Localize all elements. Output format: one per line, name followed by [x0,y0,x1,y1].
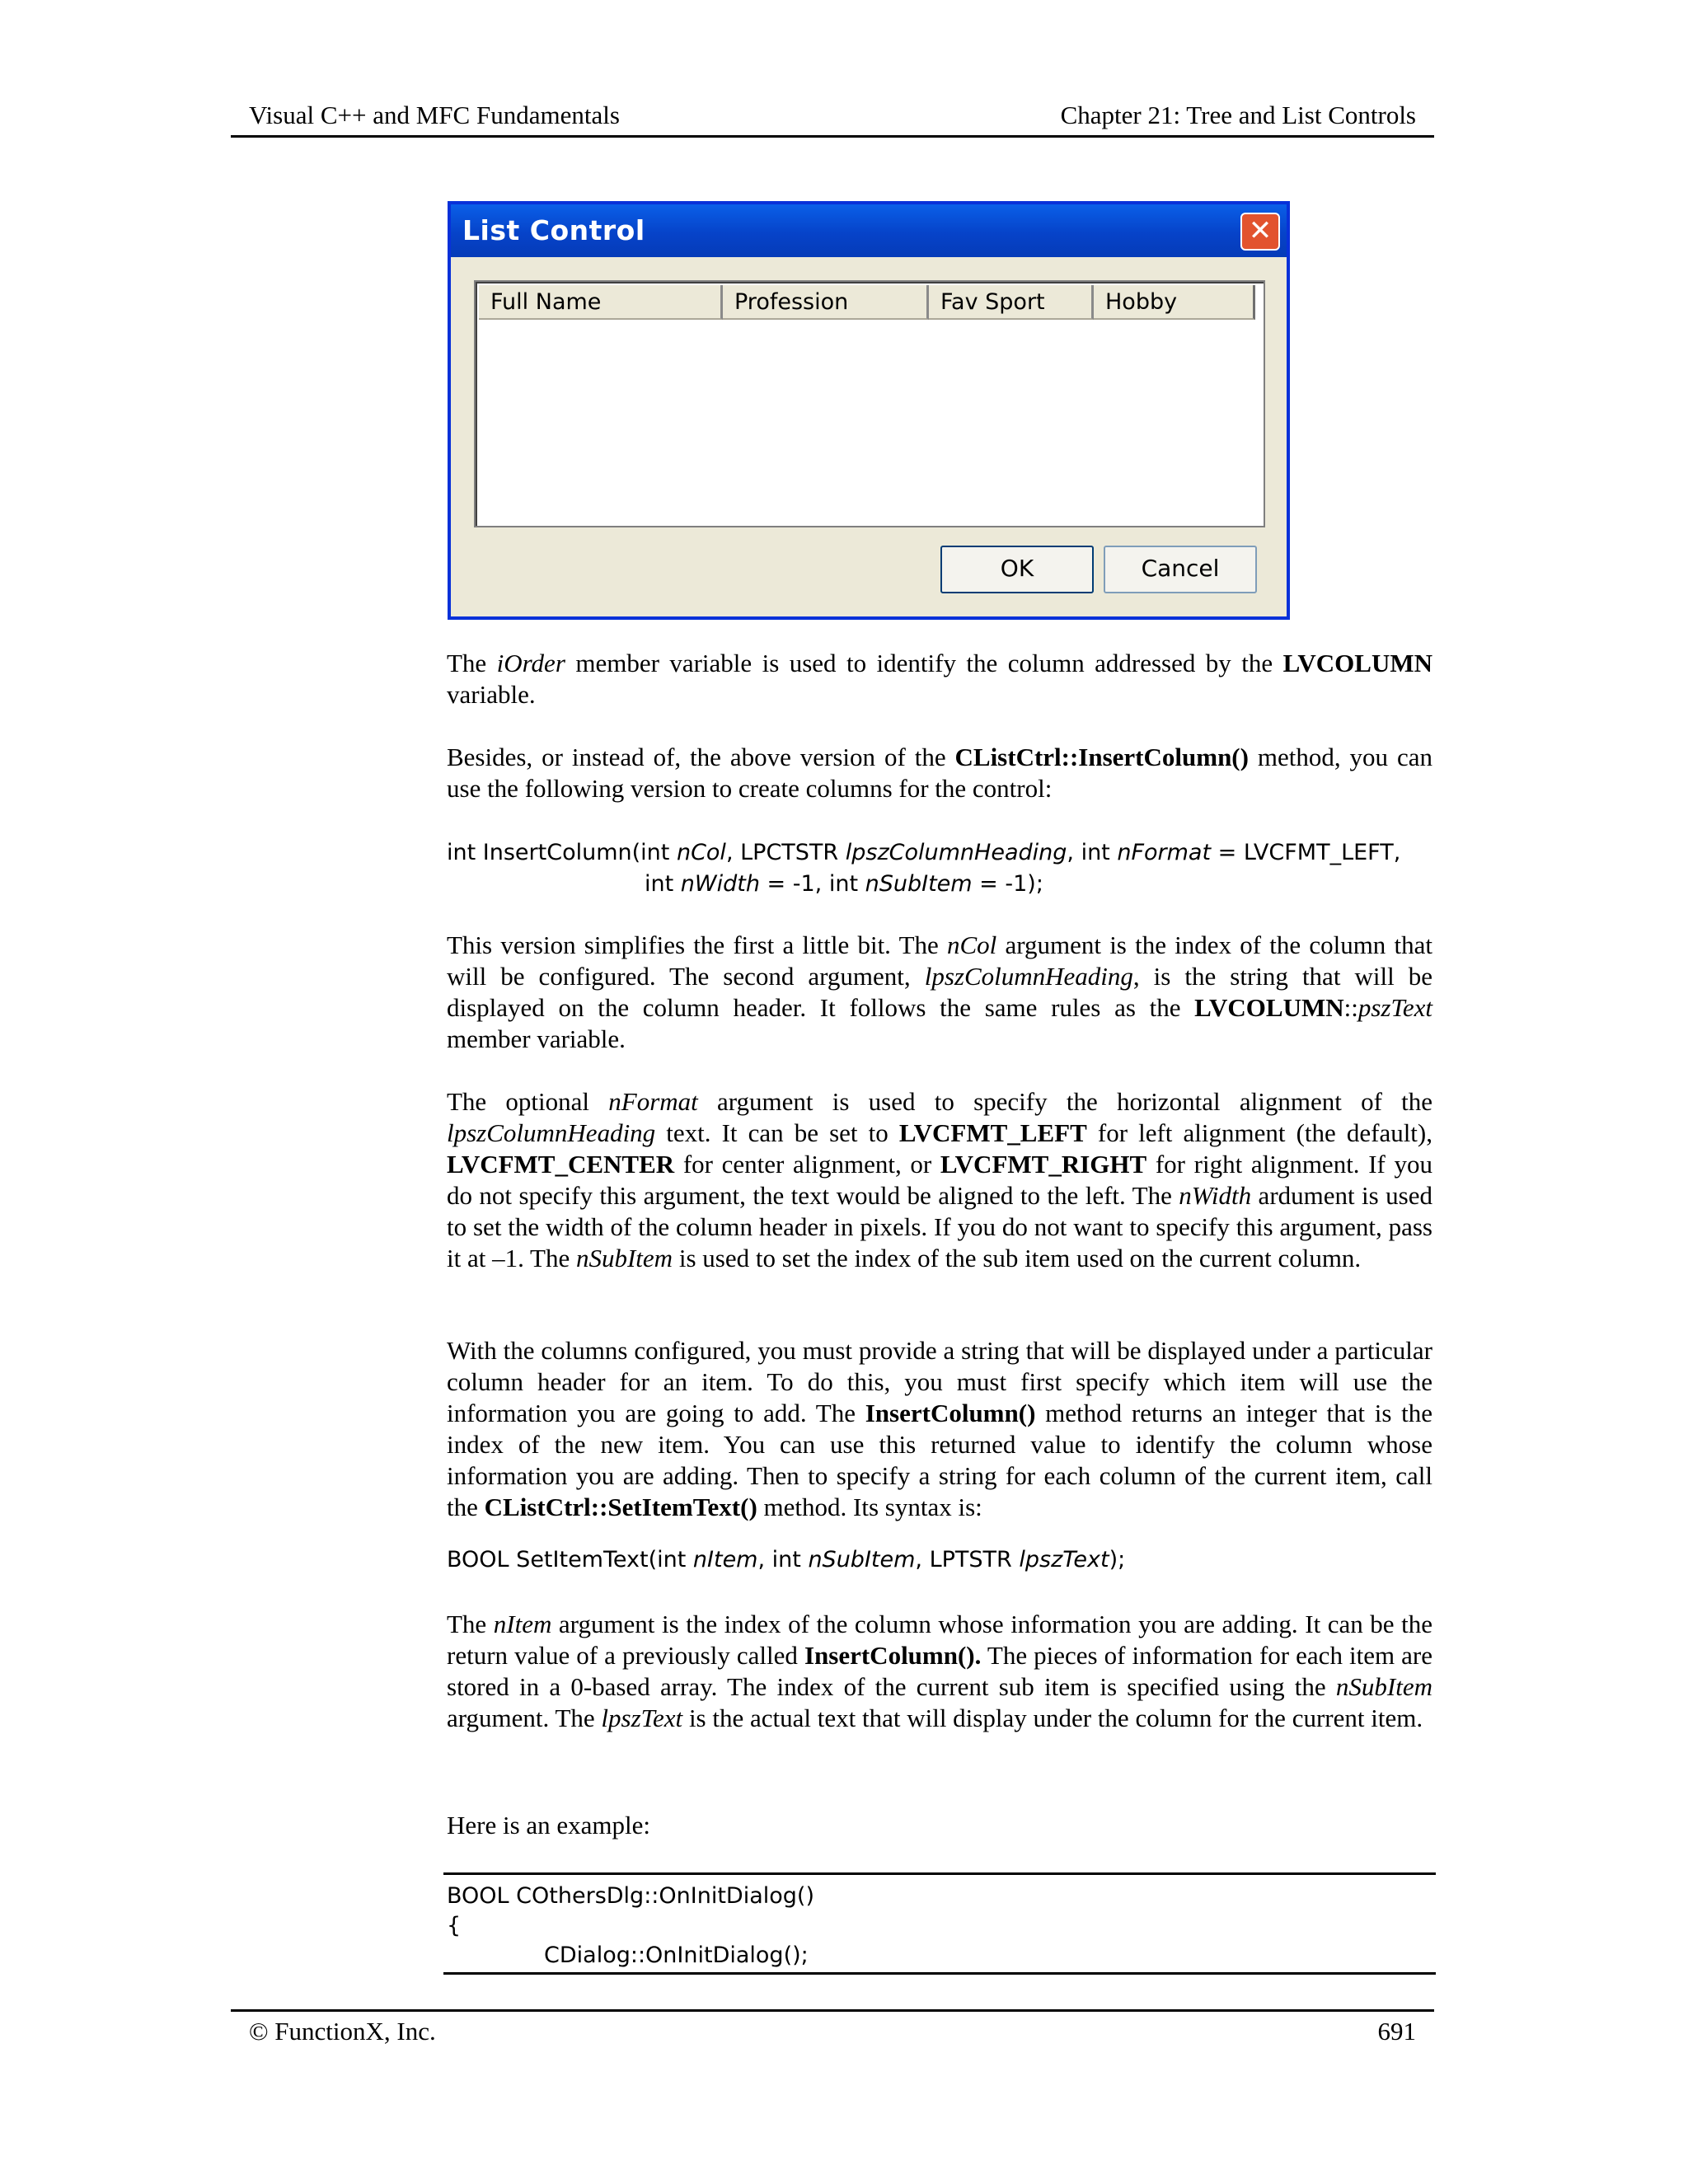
footer-page-number: 691 [1377,2017,1416,2046]
page-header [231,99,1434,138]
ok-button[interactable]: OK [940,546,1094,593]
dialog-title: List Control [462,214,645,246]
column-header-full-name[interactable]: Full Name [479,285,723,320]
code-insertcolumn-line2: int nWidth = -1, int nSubItem = -1); [645,871,1043,897]
paragraph-columns-configured: With the columns configured, you must provide a string that will be displayed under a particular column header for an item. To do this, you must first specify which item will use the information you are going to add. The InsertColumn() method returns an integer that is the index of the new item. You can use this returned value to identify the column whose information you are adding. Then to specify a string for each column of the current item, call the CListCtrl::SetItemText() method. Its syntax is: [447,1336,1432,1521]
paragraph-nitem: The nItem argument is the index of the column whose information you are adding. It can be the return value of a previously called InsertColumn(). The pieces of information for each item are stored in a 0-based array. The index of the current sub item is specified using the nSubItem argument. The lpszText is the actual text that will display under the column for the current item. [447,1610,1432,1732]
code-example-line2: { [447,1913,462,1938]
column-header-profession[interactable]: Profession [723,285,929,320]
column-header-hobby[interactable]: Hobby [1094,285,1255,320]
header-book-title: Visual C++ and MFC Fundamentals [249,101,620,129]
page-footer [231,2009,1434,2053]
list-view[interactable] [474,280,1265,527]
column-header-fav-sport[interactable]: Fav Sport [929,285,1094,320]
code-example-line3: CDialog::OnInitDialog(); [544,1943,809,1968]
code-insertcolumn-line1: int InsertColumn(int nCol, LPCTSTR lpszColumnHeading, int nFormat = LVCFMT_LEFT, [447,840,1401,865]
code-setitemtext: BOOL SetItemText(int nItem, int nSubItem, LPTSTR lpszText); [447,1547,1126,1572]
paragraph-example: Here is an example: [447,1811,651,1840]
dialog-title-bar[interactable] [451,204,1287,257]
code-example-line1: BOOL COthersDlg::OnInitDialog() [447,1883,814,1909]
footer-copyright: © FunctionX, Inc. [249,2017,436,2046]
header-chapter-title: Chapter 21: Tree and List Controls [1060,101,1416,129]
paragraph-nformat: The optional nFormat argument is used to specify the horizontal alignment of the lpszColumnHeading text. It can be set to LVCFMT_LEFT for left alignment (the default), LVCFMT_CENTER for center alignment, or LVCFMT_RIGHT for right alignment. If you do not specify this argument, the text would be aligned to the left. The nWidth ardument is used to set the width of the column header in pixels. If you do not want to specify this argument, pass it at –1. The nSubItem is used to set the index of the sub item used on the current column. [447,1087,1433,1272]
close-icon[interactable]: ✕ [1240,213,1280,251]
list-control-dialog [448,201,1290,620]
paragraph-ncol: This version simplifies the first a little bit. The nCol argument is the index of the column that will be configured. The second argument, lpszColumnHeading, is the string that will be displayed on the column header. It follows the same rules as the LVCOLUMN::pszText member variable. [447,930,1432,1053]
paragraph-insertcolumn: Besides, or instead of, the above version of the CListCtrl::InsertColumn() method, you can use the following version to create columns for the control: [447,743,1432,803]
cancel-button[interactable]: Cancel [1104,546,1257,593]
paragraph-iorder: The iOrder member variable is used to identify the column addressed by the LVCOLUMN variable. [447,649,1432,709]
